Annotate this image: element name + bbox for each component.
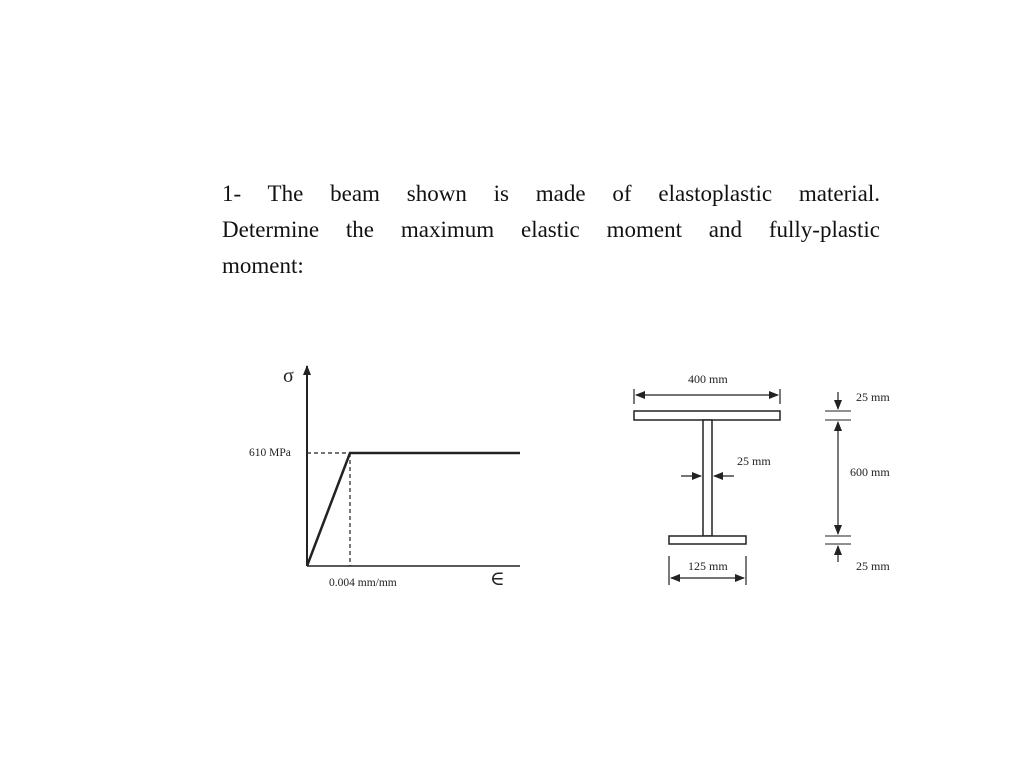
yield-strain-label: 0.004 mm/mm [329, 577, 397, 589]
web-height-label: 600 mm [850, 465, 890, 479]
top-flange [634, 411, 780, 420]
epsilon-axis-label: ∈ [490, 568, 505, 590]
stress-strain-diagram [249, 365, 520, 590]
web [703, 420, 712, 536]
problem-line-1: 1- The beam shown is made of elastoplastic material. [222, 181, 880, 206]
sigma-axis-label: σ [283, 365, 294, 387]
beam-cross-section [634, 372, 890, 585]
web-thickness-label: 25 mm [737, 454, 771, 468]
bottom-flange-thickness-label: 25 mm [856, 559, 890, 573]
top-flange-thickness-label: 25 mm [856, 390, 890, 404]
bottom-flange-width-label: 125 mm [688, 559, 728, 573]
flange-width-label: 400 mm [688, 372, 728, 386]
bottom-flange [669, 536, 746, 544]
yield-stress-label: 610 MPa [249, 447, 291, 459]
problem-line-2: Determine the maximum elastic moment and fully-plastic [222, 217, 880, 242]
problem-line-3: moment: [222, 253, 304, 278]
stress-strain-curve [307, 453, 520, 566]
